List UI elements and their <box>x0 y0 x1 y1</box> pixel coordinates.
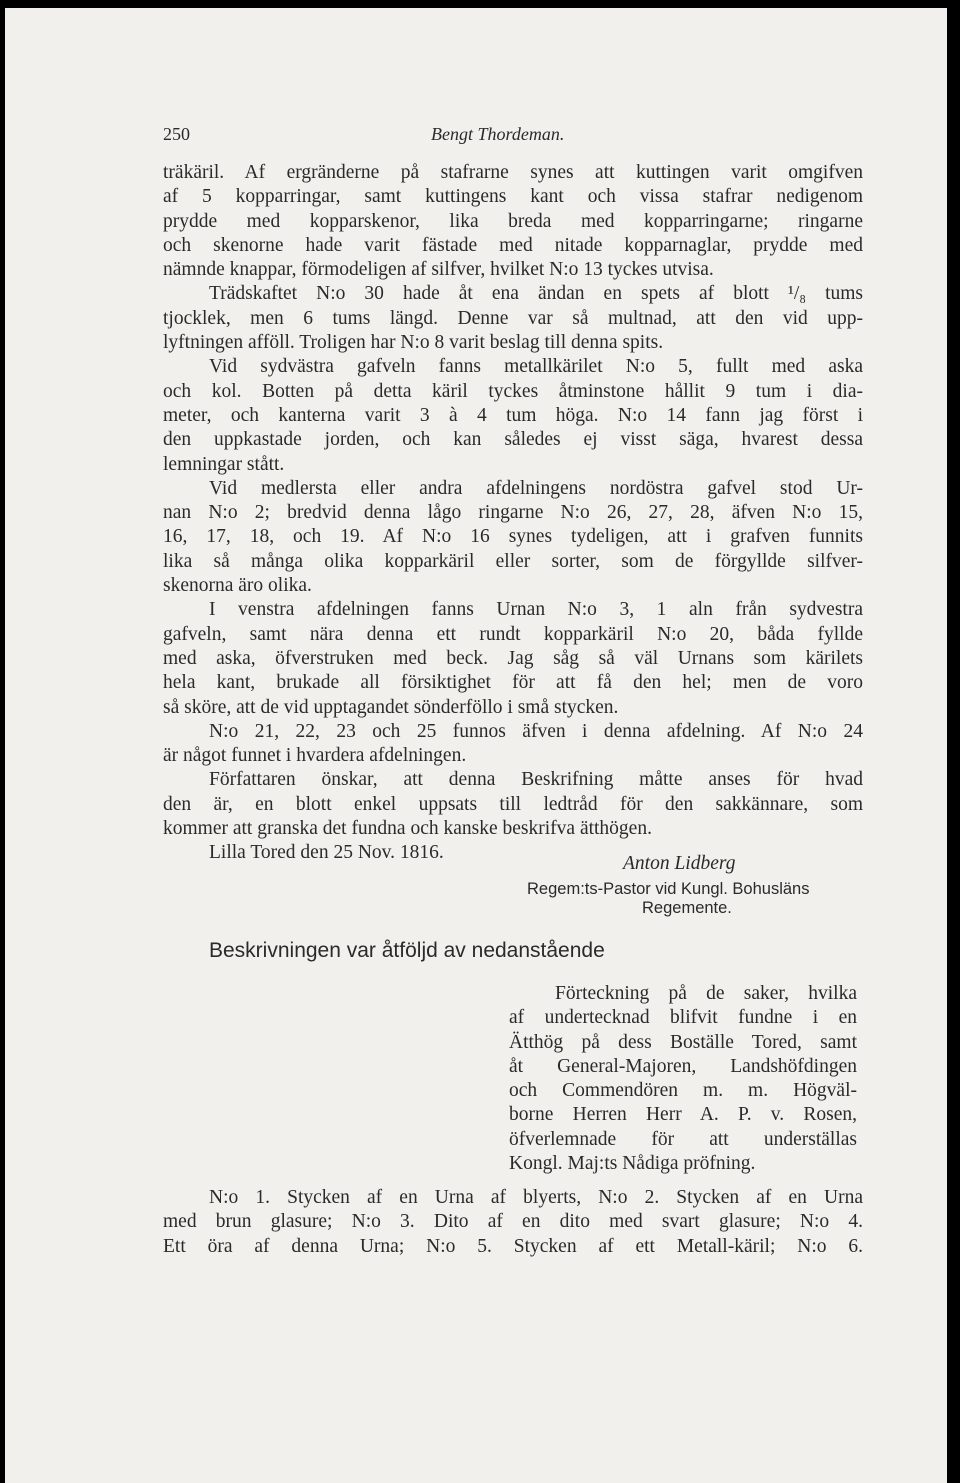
text-line: prydde med kopparskenor, lika breda med kopparringarne; ringarne <box>163 210 863 232</box>
heading-line: öfverlemnade för att underställas <box>509 1128 857 1150</box>
signature-title: Regem:ts-Pastor vid Kungl. Bohusläns <box>527 880 810 898</box>
heading-line: af undertecknad blifvit fundne i en <box>509 1007 857 1029</box>
text-line: Vid sydvästra gafveln fanns metallkärilet N:o 5, fullt med aska <box>209 356 863 378</box>
text-line: lika så många olika kopparkäril eller sorter, som de förgyllde silfver- <box>163 550 863 572</box>
signature-title-cont: Regemente. <box>642 899 732 917</box>
scan-border <box>947 0 960 1483</box>
text-line: tjocklek, men 6 tums längd. Denne var så multnad, att den vid upp- <box>163 307 863 329</box>
text-line: den uppkastade jorden, och kan således ej visst säga, hvarest dessa <box>163 429 863 451</box>
text-line: skenorna äro olika. <box>163 575 312 597</box>
text-line: gafveln, samt nära denna ett rundt kopparkäril N:o 20, båda fyllde <box>163 623 863 645</box>
section-subheading: Beskrivningen var åtföljd av nedanstående <box>209 939 605 962</box>
signature-name: Anton Lidberg <box>623 853 736 874</box>
heading-line: Kongl. Maj:ts Nådiga pröfning. <box>509 1153 756 1175</box>
text-line: och skenorne hade varit fästade med nitade kopparnaglar, prydde med <box>163 234 863 256</box>
heading-line: åt General-Majoren, Landshöfdingen <box>509 1055 857 1077</box>
item-line: med brun glasure; N:o 3. Dito af en dito med svart glasure; N:o 4. <box>163 1211 863 1233</box>
text-line: I venstra afdelningen fanns Urnan N:o 3, 1 aln från sydvestra <box>209 599 863 621</box>
text-line: hela kant, brukade all försiktighet för att få den hel; men de voro <box>163 672 863 694</box>
text-line: Författaren önskar, att denna Beskrifning måtte anses för hvad <box>209 769 863 791</box>
text-line: nan N:o 2; bredvid denna lågo ringarne N:o 26, 27, 28, äfven N:o 15, <box>163 502 863 524</box>
text-line: är något funnet i hvardera afdelningen. <box>163 745 467 767</box>
text-line: Trädskaftet N:o 30 hade åt ena ändan en spets af blott ¹/₈ tums <box>209 283 863 305</box>
heading-line: Ätthög på dess Boställe Tored, samt <box>509 1031 857 1053</box>
text-line: kommer att granska det fundna och kanske beskrifva ätthögen. <box>163 818 652 840</box>
item-line: Ett öra af denna Urna; N:o 5. Stycken af ett Metall-käril; N:o 6. <box>163 1235 863 1257</box>
text-line: Vid medlersta eller andra afdelningens nordöstra gafvel stod Ur- <box>209 477 863 499</box>
body-text <box>163 161 863 866</box>
page-number: 250 <box>163 124 190 144</box>
text-line: nämnde knappar, förmodeligen af silfver, hvilket N:o 13 tyckes utvisa. <box>163 259 714 281</box>
text-line: af 5 kopparringar, samt kuttingens kant och vissa stafrar nedigenom <box>163 186 863 208</box>
heading-line: borne Herren Herr A. P. v. Rosen, <box>509 1104 857 1126</box>
text-line: lemningar stått. <box>163 453 285 475</box>
heading-line: och Commendören m. m. Högväl- <box>509 1080 857 1102</box>
text-line: med aska, öfverstruken med beck. Jag såg så väl Urnans som kärilets <box>163 647 863 669</box>
heading-line: Förteckning på de saker, hvilka <box>555 983 857 1004</box>
text-line: så sköre, att de vid upptagandet sönderföllo i små stycken. <box>163 696 619 718</box>
text-line: lyftningen afföll. Troligen har N:o 8 varit beslag till denna spits. <box>163 332 664 354</box>
text-line: meter, och kanterna varit 3 à 4 tum höga. N:o 14 fann jag först i <box>163 404 863 426</box>
running-title: Bengt Thordeman. <box>431 124 565 144</box>
page-header <box>163 124 863 148</box>
text-line: och kol. Botten på detta käril tyckes åtminstone hållit 9 tum i dia- <box>163 380 863 402</box>
inventory-heading <box>509 982 857 1176</box>
item-line: N:o 1. Stycken af en Urna af blyerts, N:o 2. Stycken af en Urna <box>209 1187 863 1208</box>
text-line: den är, en blott enkel uppsats till ledtråd för den sakkännare, som <box>163 793 863 815</box>
text-line: träkäril. Af ergränderne på stafrarne synes att kuttingen varit omgifven <box>163 162 863 183</box>
inventory-items <box>163 1186 863 1259</box>
text-line: N:o 21, 22, 23 och 25 funnos äfven i denna afdelning. Af N:o 24 <box>209 720 863 742</box>
text-line: 16, 17, 18, och 19. Af N:o 16 synes tydeligen, att i grafven funnits <box>163 526 863 548</box>
text-line: Lilla Tored den 25 Nov. 1816. <box>209 842 444 864</box>
